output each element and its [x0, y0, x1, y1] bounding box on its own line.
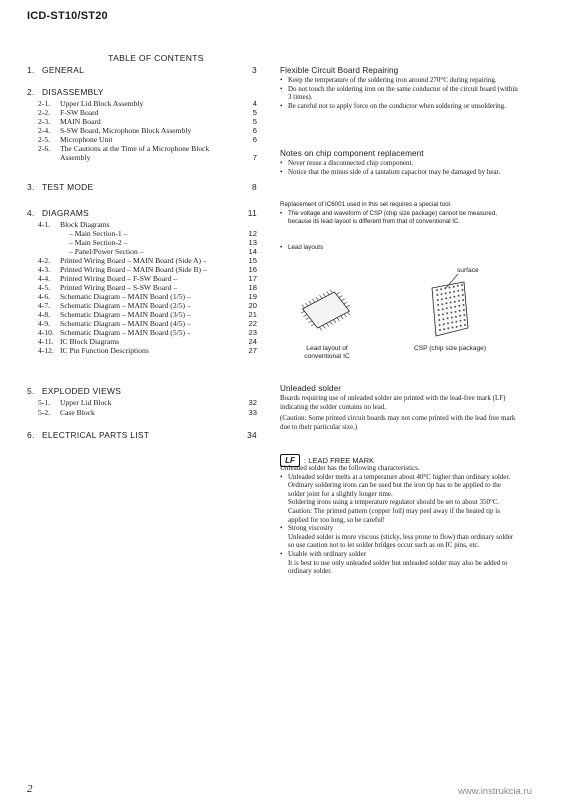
toc-page: 7 — [252, 153, 257, 162]
csp-note-wrap — [280, 210, 518, 226]
lf-paragraph: Ordinary soldering irons can be used but the iron tip has to be applied to the solder joint for a slightly longer time. — [288, 481, 501, 498]
toc-label: Block Diagrams — [60, 220, 110, 229]
lf-bullet: • Unleaded solder melts at a temperature about 40°C higher than ordinary solder. — [280, 473, 518, 482]
toc-number: 2-2. — [38, 108, 51, 117]
lead-free-mark-row — [280, 451, 518, 463]
toc-label: TEST MODE — [42, 182, 94, 192]
chip-notes-title: Notes on chip component replacement — [280, 149, 424, 158]
toc-number: 2-3. — [38, 117, 51, 126]
unleaded-caution: (Caution: Some printed circuit boards may not come printed with the lead free mark due to their particular size.) — [280, 414, 516, 431]
toc-row — [27, 99, 257, 108]
conventional-ic-caption — [291, 345, 363, 361]
lf-bullet: • Usable with ordinary solder — [280, 550, 518, 559]
toc-row — [27, 431, 257, 440]
lf-bullet: • Strong viscosity — [280, 524, 518, 533]
toc-number: 2-5. — [38, 135, 51, 144]
toc-row — [27, 398, 257, 407]
toc-row — [27, 256, 257, 265]
toc-label: Printed Wiring Board – MAIN Board (Side B) – — [60, 265, 207, 274]
toc-label: – Main Section-1 – — [69, 229, 128, 238]
toc-label: – Main Section-2 – — [69, 238, 128, 247]
toc-page: 22 — [248, 319, 257, 328]
toc-row — [27, 346, 257, 355]
toc-page: 6 — [252, 126, 257, 135]
toc-row — [27, 108, 257, 117]
toc-label: – Panel/Power Section – — [69, 247, 144, 256]
caption-line: conventional IC — [304, 353, 350, 360]
toc-page: 11 — [247, 208, 257, 218]
toc-label: S-SW Board, Microphone Block Assembly — [60, 126, 192, 135]
toc-label: Case Block — [60, 408, 95, 417]
toc-page: 27 — [248, 346, 257, 355]
toc-page: 33 — [248, 408, 257, 417]
toc-row — [27, 144, 257, 153]
toc-number: 4-10. — [38, 328, 54, 337]
toc-row — [27, 310, 257, 319]
lead-free-mark-label: : LEAD FREE MARK — [304, 455, 375, 465]
toc-number: 4-5. — [38, 283, 51, 292]
unleaded-text: Boards requiring use of unleaded solder are printed with the lead-free mark (LF) indicating the solder contains no lead. — [280, 394, 506, 411]
toc-number: 4-9. — [38, 319, 51, 328]
flex-board-title: Flexible Circuit Board Repairing — [280, 66, 399, 75]
toc-label: Printed Wiring Board – F-SW Board – — [60, 274, 178, 283]
chip-bullet: • Notice that the minus side of a tantalum capacitor may be damaged by heat. — [280, 168, 518, 177]
toc-number: 4-8. — [38, 310, 51, 319]
flex-bullet: • Do not touch the soldering iron on the same conductor of the circuit board (within 3 times). — [280, 85, 518, 102]
toc-label: Upper Lid Block — [60, 398, 112, 407]
toc-number: 4-11. — [38, 337, 54, 346]
toc-page: 8 — [252, 182, 257, 192]
toc-number: 5-1. — [38, 398, 51, 407]
lead-layouts-label: • Lead layouts — [280, 244, 518, 252]
toc-row — [27, 283, 257, 292]
toc-label: Microphone Unit — [60, 135, 113, 144]
toc-row — [27, 247, 257, 256]
toc-row — [27, 408, 257, 417]
toc-page: 32 — [248, 398, 257, 407]
toc-row — [27, 337, 257, 346]
toc-label: Schematic Diagram – MAIN Board (3/5) – — [60, 310, 191, 319]
toc-label: GENERAL — [42, 65, 85, 75]
lf-intro: Unleaded solder has the following characteristics. — [280, 464, 420, 472]
toc-row — [27, 209, 257, 218]
toc-page: 12 — [248, 229, 257, 238]
toc-title: TABLE OF CONTENTS — [108, 53, 204, 63]
toc-row — [27, 220, 257, 229]
toc-page: 24 — [248, 337, 257, 346]
toc-label: Printed Wiring Board – S-SW Board – — [60, 283, 178, 292]
chip-notes-bullets — [280, 159, 518, 176]
lf-paragraph: Caution: The printed pattern (copper foil) may peel away if the heated tip is applied for too long, so be careful! — [288, 506, 500, 524]
toc-label: DIAGRAMS — [42, 208, 90, 218]
flex-bullet: • Be careful not to apply force on the conductor when soldering or unsoldering. — [280, 102, 518, 111]
toc-row — [27, 238, 257, 247]
lead-free-logo: LF — [280, 454, 300, 467]
toc-label: Schematic Diagram – MAIN Board (1/5) – — [60, 292, 191, 301]
flex-board-bullets — [280, 76, 518, 110]
csp-caption: CSP (chip size package) — [413, 345, 487, 352]
lead-layouts-wrap — [280, 244, 518, 252]
toc-row — [27, 229, 257, 238]
csp-note: • The voltage and waveform of CSP (chip size package) cannot be measured, because its lead layout is different from that of conventional IC. — [280, 210, 518, 226]
toc-row — [27, 66, 257, 75]
ic-replacement-note: Replacement of IC6001 used in this set requires a special tool. — [280, 201, 452, 208]
toc-page: 3 — [252, 65, 257, 75]
toc-row — [27, 126, 257, 135]
toc-page: 4 — [252, 99, 257, 108]
toc-number: 2. — [27, 87, 35, 97]
toc-number: 2-1. — [38, 99, 51, 108]
conventional-ic-drawing — [286, 283, 366, 338]
toc-label: IC Block Diagrams — [60, 337, 120, 346]
toc-row — [27, 117, 257, 126]
toc-row — [27, 319, 257, 328]
toc-page: 20 — [248, 301, 257, 310]
toc-number: 5. — [27, 386, 35, 396]
flex-bullet: • Keep the temperature of the soldering iron around 270°C during repairing. — [280, 76, 518, 85]
toc-number: 4. — [27, 208, 35, 218]
toc-page: 34 — [247, 430, 257, 440]
caption-line: Lead layout of — [306, 345, 348, 352]
lf-paragraph: Soldering irons using a temperature regulator should be set to about 350°C. — [288, 498, 500, 507]
page-number: 2 — [27, 783, 33, 795]
toc-page: 5 — [252, 108, 257, 117]
toc-number: 4-7. — [38, 301, 51, 310]
toc-page: 16 — [248, 265, 257, 274]
toc-number: 4-4. — [38, 274, 51, 283]
toc-label: EXPLODED VIEWS — [42, 386, 122, 396]
toc-number: 1. — [27, 65, 35, 75]
unleaded-title: Unleaded solder — [280, 384, 342, 393]
model-header: ICD-ST10/ST20 — [27, 10, 108, 22]
lead-free-characteristics — [280, 464, 518, 576]
toc-label: Schematic Diagram – MAIN Board (4/5) – — [60, 319, 191, 328]
toc-page: 19 — [248, 292, 257, 301]
toc-page: 14 — [248, 247, 257, 256]
toc-row — [27, 387, 257, 396]
toc-label: F-SW Board — [60, 108, 99, 117]
toc-page: 17 — [248, 274, 257, 283]
toc-number: 4-6. — [38, 292, 51, 301]
toc-number: 6. — [27, 430, 35, 440]
toc-row — [27, 328, 257, 337]
surface-label: surface — [457, 267, 479, 274]
toc-label: MAIN Board — [60, 117, 101, 126]
chip-bullet: • Never reuse a disconnected chip component. — [280, 159, 518, 168]
toc-page: 21 — [248, 310, 257, 319]
toc-number: 5-2. — [38, 408, 51, 417]
watermark: www.instrukcia.ru — [458, 786, 532, 797]
toc-page: 5 — [252, 117, 257, 126]
toc-row — [27, 265, 257, 274]
toc-label: Printed Wiring Board – MAIN Board (Side A) – — [60, 256, 207, 265]
toc-page: 6 — [252, 135, 257, 144]
toc-number: 4-1. — [38, 220, 51, 229]
lf-paragraph: Unleaded solder is more viscous (sticky, less prone to flow) than ordinary solder so use caution not to let solder bridges occur such as on IC pins, etc. — [288, 532, 514, 550]
toc-label: Upper Lid Block Assembly — [60, 99, 144, 108]
toc-label: ELECTRICAL PARTS LIST — [42, 430, 150, 440]
toc-label: Assembly — [60, 153, 91, 162]
toc-label: DISASSEMBLY — [42, 87, 104, 97]
toc-number: 4-12. — [38, 346, 54, 355]
toc-label: The Cautions at the Time of a Microphone Block — [60, 144, 210, 153]
toc-page: 15 — [248, 256, 257, 265]
toc-page: 13 — [248, 238, 257, 247]
toc-page: 23 — [248, 328, 257, 337]
toc-label: Schematic Diagram – MAIN Board (5/5) – — [60, 328, 191, 337]
lf-paragraph: It is best to use only unleaded solder but unleaded solder may also be added to ordinary solder. — [288, 558, 508, 576]
toc-label: IC Pin Function Descriptions — [60, 346, 149, 355]
toc-row — [27, 301, 257, 310]
toc-row — [27, 183, 257, 192]
toc-number: 3. — [27, 182, 35, 192]
surface-arrow — [440, 272, 470, 292]
toc-page: 18 — [248, 283, 257, 292]
toc-number: 4-2. — [38, 256, 51, 265]
toc-row — [27, 135, 257, 144]
toc-row — [27, 153, 257, 162]
toc-label: Schematic Diagram – MAIN Board (2/5) – — [60, 301, 191, 310]
toc-number: 2-4. — [38, 126, 51, 135]
toc-number: 4-3. — [38, 265, 51, 274]
toc-row — [27, 292, 257, 301]
toc-row — [27, 88, 257, 97]
toc-row — [27, 274, 257, 283]
toc-number: 2-6. — [38, 144, 51, 153]
